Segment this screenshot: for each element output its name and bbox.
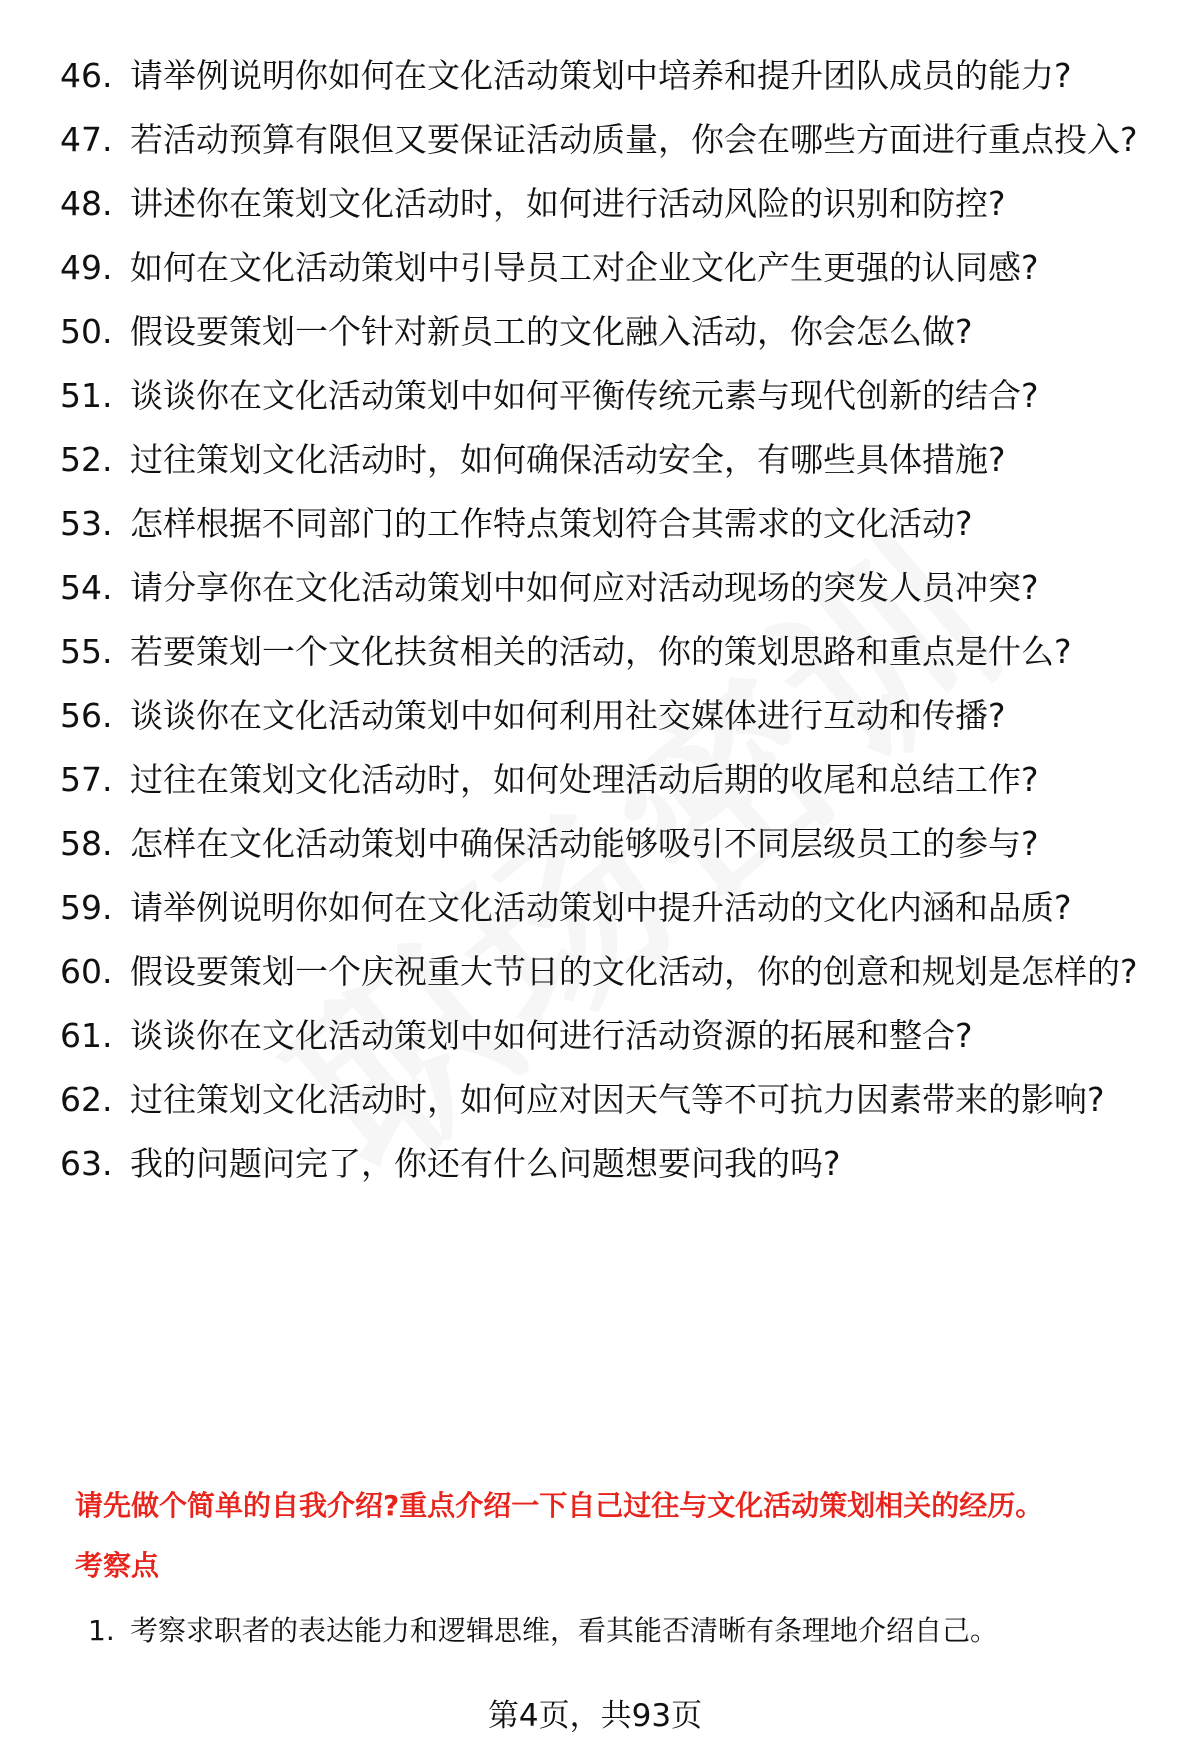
question-text: 讲述你在策划文化活动时，如何进行活动风险的识别和防控? (130, 184, 1006, 223)
assessment-point (88, 1612, 1148, 1650)
question-item (60, 55, 1160, 97)
question-item (60, 375, 1160, 417)
question-number: 55. (60, 632, 113, 671)
question-item (60, 695, 1160, 737)
question-text: 过往在策划文化活动时，如何处理活动后期的收尾和总结工作? (130, 760, 1039, 799)
question-number: 59. (60, 888, 113, 927)
question-item (60, 631, 1160, 673)
question-item (60, 183, 1160, 225)
question-number: 60. (60, 952, 113, 991)
question-item (60, 823, 1160, 865)
assessment-points (88, 1612, 1148, 1650)
question-text: 请分享你在文化活动策划中如何应对活动现场的突发人员冲突? (130, 568, 1039, 607)
question-item (60, 567, 1160, 609)
question-text: 请举例说明你如何在文化活动策划中提升活动的文化内涵和品质? (130, 888, 1072, 927)
question-text: 过往策划文化活动时，如何应对因天气等不可抗力因素带来的影响? (130, 1080, 1105, 1119)
question-text: 假设要策划一个针对新员工的文化融入活动，你会怎么做? (130, 312, 973, 351)
question-number: 58. (60, 824, 113, 863)
question-item (60, 1143, 1160, 1185)
question-item (60, 759, 1160, 801)
question-number: 54. (60, 568, 113, 607)
question-number: 49. (60, 248, 113, 287)
question-number: 57. (60, 760, 113, 799)
question-number: 61. (60, 1016, 113, 1055)
question-item (60, 1015, 1160, 1057)
question-number: 50. (60, 312, 113, 351)
question-number: 51. (60, 376, 113, 415)
question-number: 56. (60, 696, 113, 735)
question-text: 若活动预算有限但又要保证活动质量，你会在哪些方面进行重点投入? (130, 120, 1138, 159)
question-text: 过往策划文化活动时，如何确保活动安全，有哪些具体措施? (130, 440, 1006, 479)
question-number: 48. (60, 184, 113, 223)
question-text: 怎样根据不同部门的工作特点策划符合其需求的文化活动? (130, 504, 973, 543)
question-item (60, 119, 1160, 161)
question-item (60, 247, 1160, 289)
question-item (60, 951, 1160, 993)
question-number: 47. (60, 120, 113, 159)
question-number: 62. (60, 1080, 113, 1119)
question-text: 若要策划一个文化扶贫相关的活动，你的策划思路和重点是什么? (130, 632, 1072, 671)
question-item (60, 311, 1160, 353)
question-text: 怎样在文化活动策划中确保活动能够吸引不同层级员工的参与? (130, 824, 1039, 863)
question-list (60, 55, 1160, 1207)
question-text: 我的问题问完了，你还有什么问题想要问我的吗? (130, 1144, 841, 1183)
question-number: 53. (60, 504, 113, 543)
page-footer: 第4页，共93页 (487, 1698, 703, 1734)
question-item (60, 887, 1160, 929)
section-subheading: 考察点 (75, 1549, 160, 1582)
question-item (60, 439, 1160, 481)
question-item (60, 503, 1160, 545)
question-text: 请举例说明你如何在文化活动策划中培养和提升团队成员的能力? (130, 56, 1072, 95)
point-number: 1. (88, 1614, 115, 1647)
question-text: 如何在文化活动策划中引导员工对企业文化产生更强的认同感? (130, 248, 1039, 287)
point-text: 考察求职者的表达能力和逻辑思维，看其能否清晰有条理地介绍自己。 (130, 1614, 999, 1647)
section-heading: 请先做个简单的自我介绍?重点介绍一下自己过往与文化活动策划相关的经历。 (75, 1489, 1044, 1522)
question-number: 52. (60, 440, 113, 479)
question-text: 谈谈你在文化活动策划中如何平衡传统元素与现代创新的结合? (130, 376, 1039, 415)
question-number: 63. (60, 1144, 113, 1183)
question-number: 46. (60, 56, 113, 95)
question-text: 谈谈你在文化活动策划中如何进行活动资源的拓展和整合? (130, 1016, 973, 1055)
question-text: 假设要策划一个庆祝重大节日的文化活动，你的创意和规划是怎样的? (130, 952, 1138, 991)
question-item (60, 1079, 1160, 1121)
question-text: 谈谈你在文化活动策划中如何利用社交媒体进行互动和传播? (130, 696, 1006, 735)
